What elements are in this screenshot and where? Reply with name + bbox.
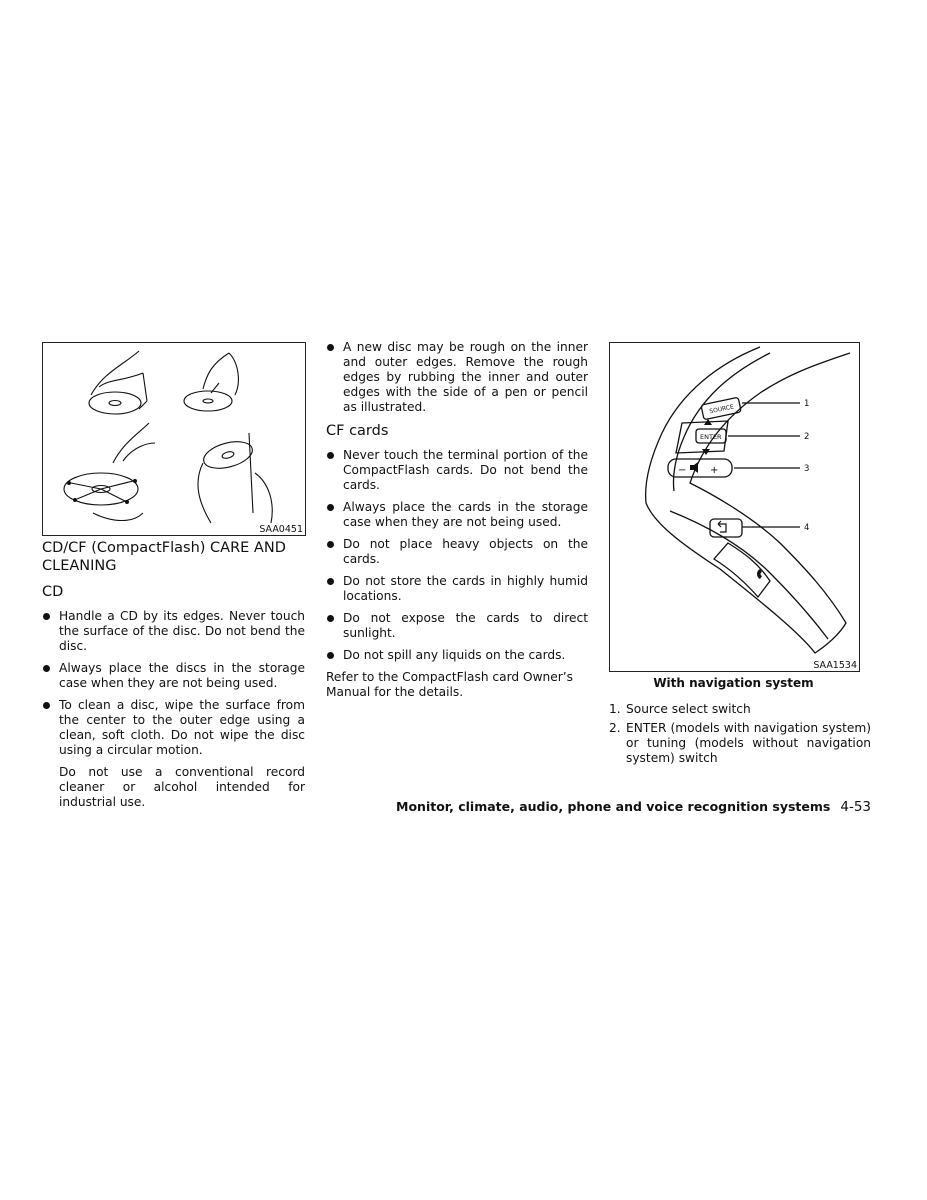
disc-edge-bullet <box>326 340 588 415</box>
item-number: 2. <box>609 721 621 735</box>
section-title: CD/CF (CompactFlash) CARE AND CLEANING <box>42 540 286 574</box>
steering-switch-illustration <box>609 342 860 672</box>
figure-caption: With navigation system <box>653 676 814 690</box>
source-button-label: SOURCE <box>708 403 735 416</box>
list-item: Always place the discs in the storage case when they are not being used. <box>42 661 305 691</box>
footer-title: Monitor, climate, audio, phone and voice recognition systems <box>396 799 831 814</box>
figure-code: SAA0451 <box>259 524 303 535</box>
list-item <box>609 702 871 717</box>
list-item: Always place the cards in the storage case when they are not being used. <box>326 500 588 530</box>
list-item: A new disc may be rough on the inner and outer edges. Remove the rough edges by rubbing the inner and outer edges with the side of a pen or pencil as illustrated. <box>326 340 588 415</box>
figure-code: SAA1534 <box>813 660 857 671</box>
steering-wheel-drawing <box>610 343 859 671</box>
enter-button-label: ENTER <box>700 433 722 441</box>
callout-1: 1 <box>804 399 810 409</box>
cd-note: Do not use a conventional record cleaner or alcohol intended for industrial use. <box>59 765 305 809</box>
item-text: ENTER (models with navigation system) or tuning (models without navigation system) switch <box>626 721 871 765</box>
disc-handling-illustration <box>42 342 306 536</box>
switch-legend <box>609 676 871 770</box>
list-item: Do not place heavy objects on the cards. <box>326 537 588 567</box>
disc-handling-drawing <box>43 343 305 535</box>
page-number: 4-53 <box>840 799 871 815</box>
page-footer <box>396 799 871 815</box>
cf-bullet-list <box>326 448 588 663</box>
cd-bullet-list <box>42 609 305 758</box>
item-number: 1. <box>609 702 621 716</box>
list-item: Never touch the terminal portion of the CompactFlash cards. Do not bend the cards. <box>326 448 588 493</box>
list-item: Handle a CD by its edges. Never touch the surface of the disc. Do not bend the disc. <box>42 609 305 654</box>
volume-minus-label: − <box>678 465 687 476</box>
cf-subheading: CF cards <box>326 423 389 439</box>
list-item: Do not spill any liquids on the cards. <box>326 648 588 663</box>
cf-care-section <box>326 340 588 700</box>
owners-manual-reference: Refer to the CompactFlash card Owner’s Manual for the details. <box>326 670 574 699</box>
item-text: Source select switch <box>626 702 751 716</box>
list-item: To clean a disc, wipe the surface from the center to the outer edge using a clean, soft cloth. Do not wipe the disc using a circular motion. <box>42 698 305 758</box>
callout-2: 2 <box>804 432 810 442</box>
list-item <box>609 721 871 766</box>
volume-plus-label: + <box>710 465 719 476</box>
cd-subheading: CD <box>42 584 64 600</box>
cd-care-section <box>42 539 305 810</box>
list-item: Do not store the cards in highly humid locations. <box>326 574 588 604</box>
back-arrow-icon <box>718 521 726 532</box>
callout-4: 4 <box>804 523 810 533</box>
list-item: Do not expose the cards to direct sunlight. <box>326 611 588 641</box>
callout-3: 3 <box>804 464 810 474</box>
switch-number-list <box>609 702 871 766</box>
